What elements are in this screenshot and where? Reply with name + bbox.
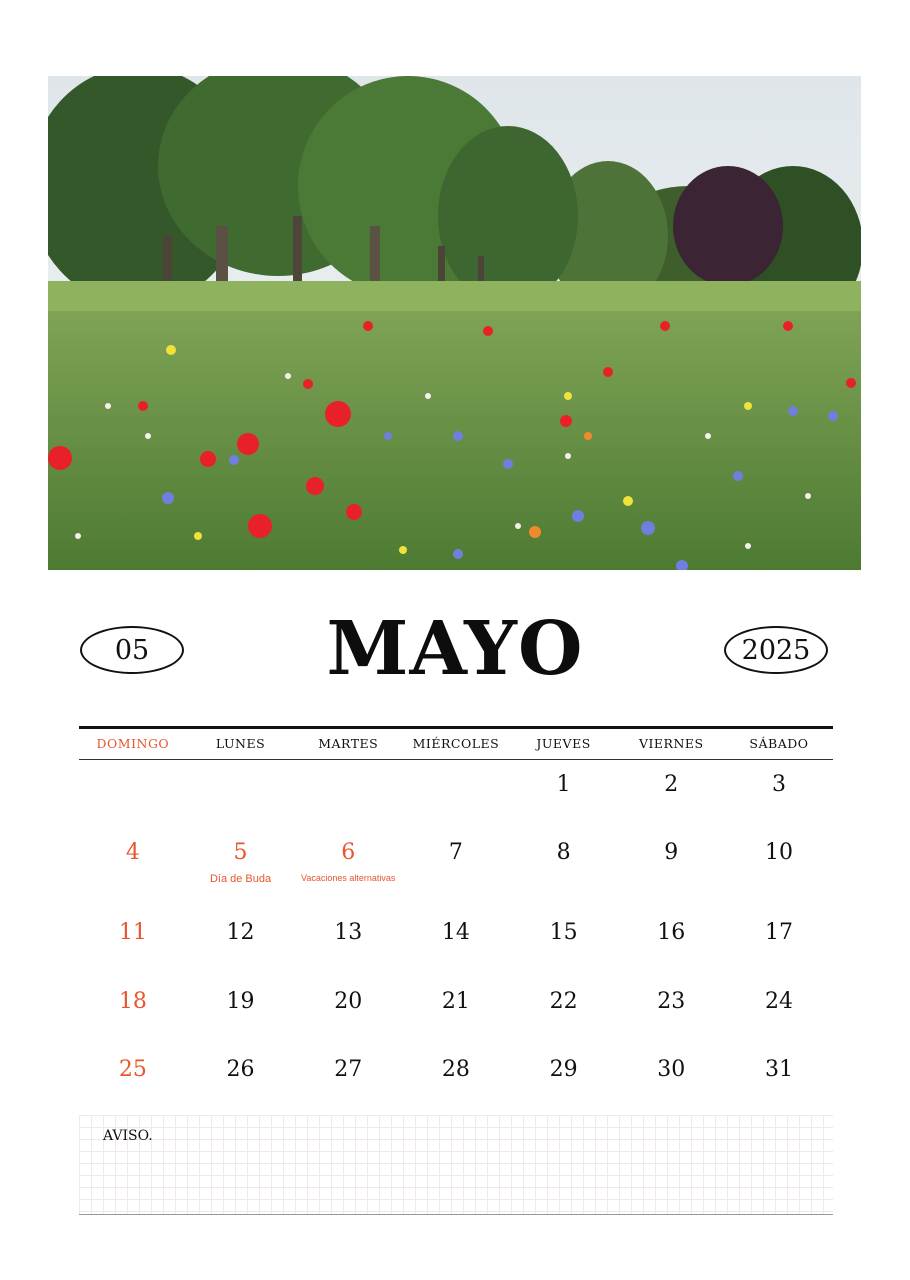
year-badge: 2025 xyxy=(724,626,828,674)
day-cell[interactable] xyxy=(79,988,187,1016)
day-cell[interactable] xyxy=(402,839,510,867)
day-number: 18 xyxy=(118,989,147,1014)
holiday-note: Día de Buda xyxy=(209,873,272,885)
day-cell[interactable] xyxy=(79,1056,187,1084)
weekday-header xyxy=(79,730,833,758)
day-cell[interactable] xyxy=(510,988,618,1016)
day-number: 16 xyxy=(657,920,686,945)
month-number-badge: 05 xyxy=(80,626,184,674)
day-cell[interactable] xyxy=(617,919,725,947)
day-cell[interactable] xyxy=(402,1056,510,1084)
day-number: 6 xyxy=(341,840,356,865)
day-number: 17 xyxy=(764,920,793,945)
day-cell[interactable] xyxy=(617,988,725,1016)
day-cell[interactable] xyxy=(725,919,833,947)
day-number: 13 xyxy=(334,920,363,945)
day-number: 26 xyxy=(226,1057,255,1082)
notes-area[interactable] xyxy=(79,1115,833,1215)
day-cell[interactable] xyxy=(187,919,295,947)
day-number: 3 xyxy=(771,772,786,797)
empty-day-cell xyxy=(187,771,295,799)
day-number: 11 xyxy=(118,920,147,945)
calendar-week xyxy=(79,839,833,885)
month-title: MAYO xyxy=(326,606,584,692)
calendar-week xyxy=(79,919,833,947)
weekday-label: DOMINGO xyxy=(96,736,170,751)
day-number: 22 xyxy=(549,989,578,1014)
day-number: 5 xyxy=(233,840,248,865)
day-number: 19 xyxy=(226,989,255,1014)
empty-day-cell xyxy=(402,771,510,799)
day-number: 28 xyxy=(441,1057,470,1082)
weekday-label: VIERNES xyxy=(638,736,704,751)
day-cell[interactable] xyxy=(294,839,402,883)
day-number: 27 xyxy=(334,1057,363,1082)
day-cell[interactable] xyxy=(79,919,187,947)
day-cell[interactable] xyxy=(187,988,295,1016)
day-cell[interactable] xyxy=(617,839,725,867)
day-cell[interactable] xyxy=(617,771,725,799)
day-number: 23 xyxy=(657,989,686,1014)
empty-day-cell xyxy=(79,771,187,799)
day-number: 1 xyxy=(556,772,571,797)
header-photo xyxy=(48,76,861,570)
day-cell[interactable] xyxy=(725,988,833,1016)
day-number: 29 xyxy=(549,1057,578,1082)
day-number: 31 xyxy=(764,1057,793,1082)
day-number: 12 xyxy=(226,920,255,945)
weekday-label: SÁBADO xyxy=(749,736,809,751)
day-number: 4 xyxy=(125,840,140,865)
empty-day-cell xyxy=(294,771,402,799)
weekday-label: LUNES xyxy=(215,736,266,751)
calendar-week xyxy=(79,988,833,1016)
notes-label: AVISO. xyxy=(103,1128,153,1144)
calendar-week xyxy=(79,771,833,799)
day-number: 15 xyxy=(549,920,578,945)
weekday-top-rule xyxy=(79,726,833,729)
day-cell[interactable] xyxy=(402,919,510,947)
day-number: 20 xyxy=(334,989,363,1014)
day-cell[interactable] xyxy=(402,988,510,1016)
day-cell[interactable] xyxy=(725,839,833,867)
day-cell[interactable] xyxy=(187,839,295,885)
holiday-note: Vacaciones alternativas xyxy=(301,873,396,883)
calendar-week xyxy=(79,1056,833,1084)
day-cell[interactable] xyxy=(510,1056,618,1084)
day-number: 8 xyxy=(556,840,571,865)
day-cell[interactable] xyxy=(725,1056,833,1084)
day-cell[interactable] xyxy=(294,988,402,1016)
day-number: 30 xyxy=(657,1057,686,1082)
day-cell[interactable] xyxy=(294,1056,402,1084)
day-cell[interactable] xyxy=(510,919,618,947)
day-number: 9 xyxy=(664,840,679,865)
day-cell[interactable] xyxy=(725,771,833,799)
day-number: 14 xyxy=(441,920,470,945)
day-number: 2 xyxy=(664,772,679,797)
day-cell[interactable] xyxy=(79,839,187,867)
day-cell[interactable] xyxy=(294,919,402,947)
day-cell[interactable] xyxy=(510,839,618,867)
day-cell[interactable] xyxy=(617,1056,725,1084)
day-number: 24 xyxy=(764,989,793,1014)
day-number: 21 xyxy=(441,989,470,1014)
weekday-label: MIÉRCOLES xyxy=(412,736,500,751)
wildflower-meadow-photo xyxy=(48,76,861,570)
weekday-label: MARTES xyxy=(318,736,379,751)
day-number: 10 xyxy=(764,840,793,865)
day-number: 25 xyxy=(118,1057,147,1082)
weekday-label: JUEVES xyxy=(536,736,591,751)
day-number: 7 xyxy=(448,840,463,865)
day-cell[interactable] xyxy=(510,771,618,799)
day-cell[interactable] xyxy=(187,1056,295,1084)
weekday-bottom-rule xyxy=(79,759,833,760)
